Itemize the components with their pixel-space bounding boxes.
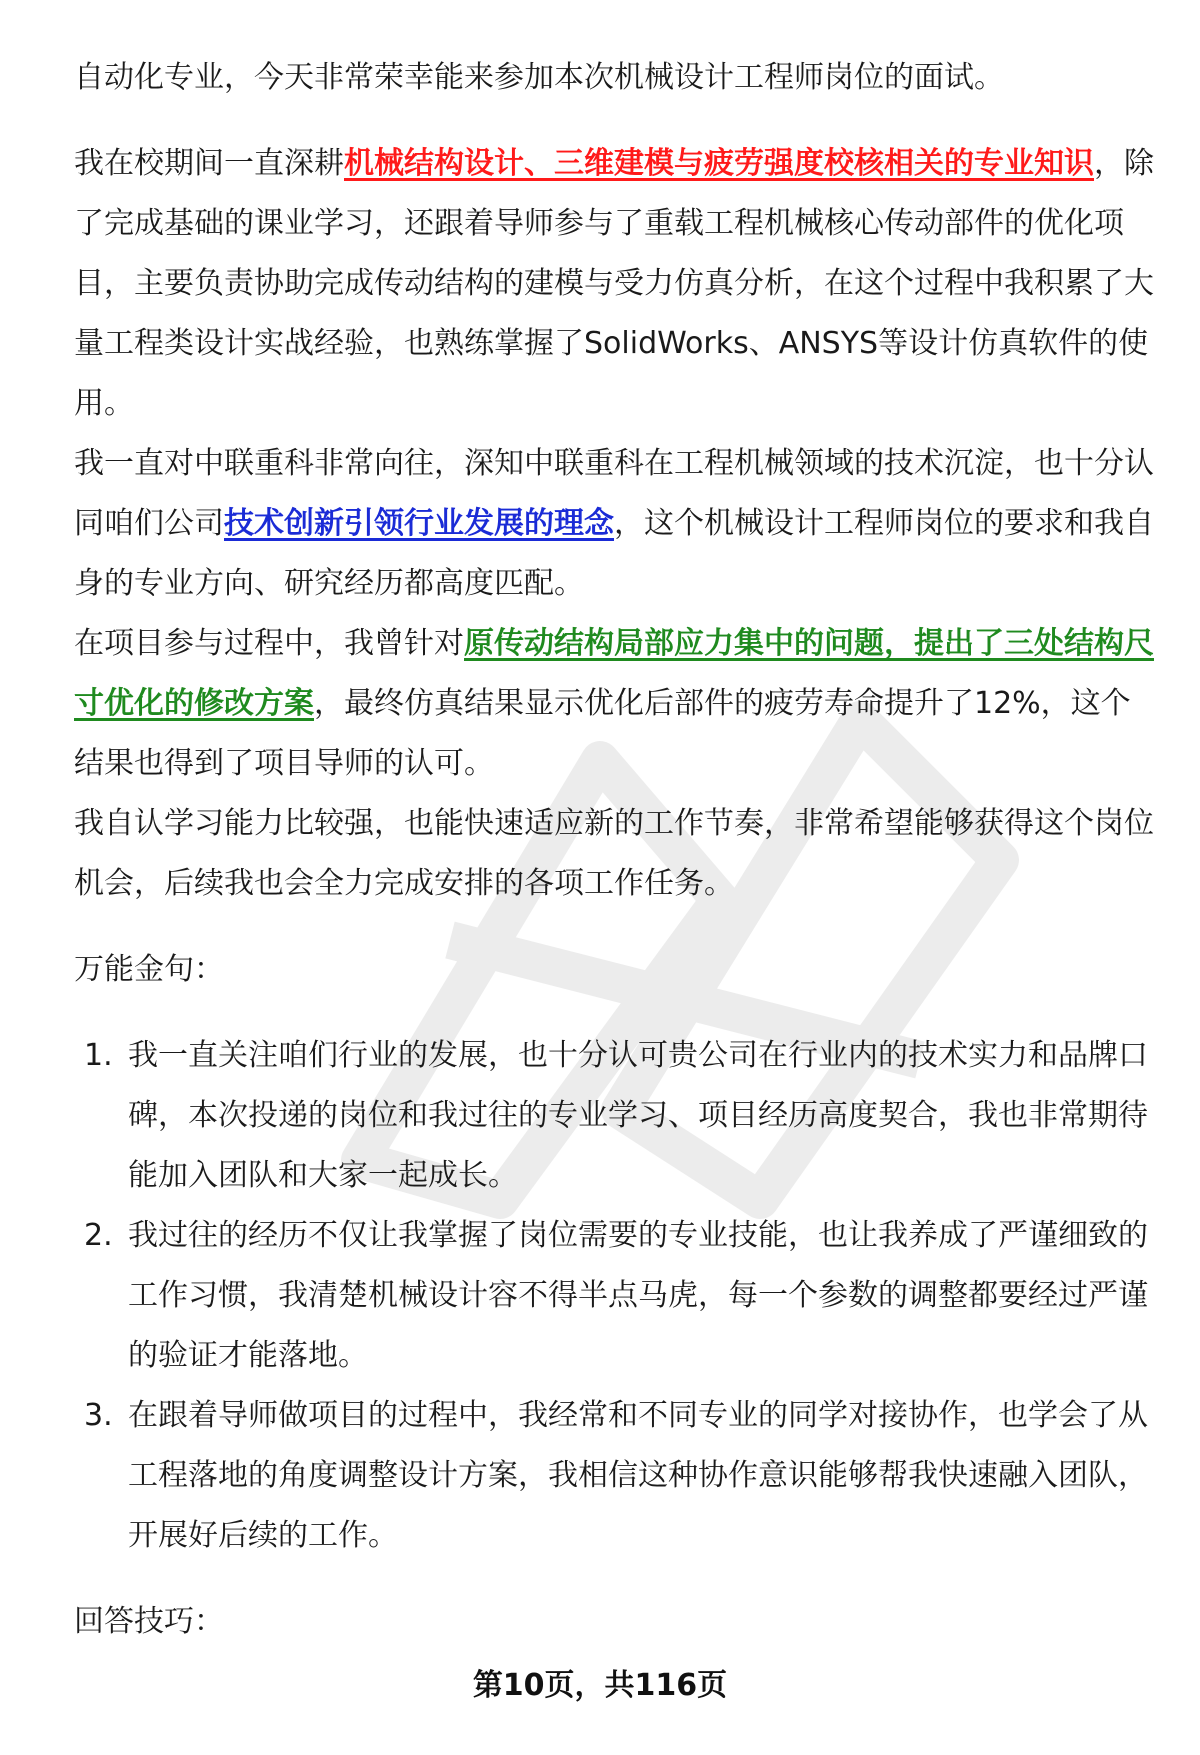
list-number: 1. [84,1038,113,1073]
paragraph-closing: 我自认学习能力比较强，也能快速适应新的工作节奏，非常希望能够获得这个岗位机会，后续我也会全力完成安排的各项工作任务。 [74,806,1154,901]
list-item-text: 我过往的经历不仅让我掌握了岗位需要的专业技能，也让我养成了严谨细致的工作习惯，我清楚机械设计容不得半点马虎，每一个参数的调整都要经过严谨的验证才能落地。 [128,1218,1148,1373]
paragraph-project-post: ，最终仿真结果显示优化后部件的疲劳寿命提升了12%，这个结果也得到了项目导师的认可。 [74,686,1131,781]
phrase-list [74,1026,1154,1566]
list-item-text: 在跟着导师做项目的过程中，我经常和不同专业的同学对接协作，也学会了从工程落地的角度调整设计方案，我相信这种协作意识能够帮我快速融入团队，开展好后续的工作。 [128,1398,1148,1553]
section-title-tips: 回答技巧： [74,1604,224,1639]
paragraph-company-pre: 我一直对中联重科非常向往，深知中联重科在工程机械领域的技术沉淀，也十分认同咱们公司 [74,446,1154,541]
list-item [74,1206,1154,1386]
highlight-blue: 技术创新引领行业发展的理念 [224,506,614,541]
section-title-phrases: 万能金句： [74,952,224,987]
paragraph-project-pre: 在项目参与过程中，我曾针对 [74,626,464,661]
list-number: 2. [84,1218,113,1253]
highlight-green: 原传动结构局部应力集中的问题，提出了三处结构尺寸优化的修改方案 [74,626,1154,721]
paragraph-study-post: ，除了完成基础的课业学习，还跟着导师参与了重载工程机械核心传动部件的优化项目，主要负责协助完成传动结构的建模与受力仿真分析，在这个过程中我积累了大量工程类设计实战经验，也熟练掌握了SolidWorks、ANSYS等设计仿真软件的使用。 [74,146,1154,421]
document-body [74,48,1154,1652]
page-number: 第10页，共116页 [472,1668,728,1703]
highlight-red: 机械结构设计、三维建模与疲劳强度校核相关的专业知识 [344,146,1094,181]
paragraph-study-pre: 我在校期间一直深耕 [74,146,344,181]
list-number: 3. [84,1398,113,1433]
paragraph-company [74,434,1154,614]
paragraph-company-post: ，这个机械设计工程师岗位的要求和我自身的专业方向、研究经历都高度匹配。 [74,506,1154,601]
list-item [74,1026,1154,1206]
list-item [74,1386,1154,1566]
paragraph-study [74,134,1154,434]
paragraph-project [74,614,1154,794]
intro-line: 自动化专业，今天非常荣幸能来参加本次机械设计工程师岗位的面试。 [74,60,1004,95]
list-item-text: 我一直关注咱们行业的发展，也十分认可贵公司在行业内的技术实力和品牌口碑，本次投递的岗位和我过往的专业学习、项目经历高度契合，我也非常期待能加入团队和大家一起成长。 [128,1038,1148,1193]
